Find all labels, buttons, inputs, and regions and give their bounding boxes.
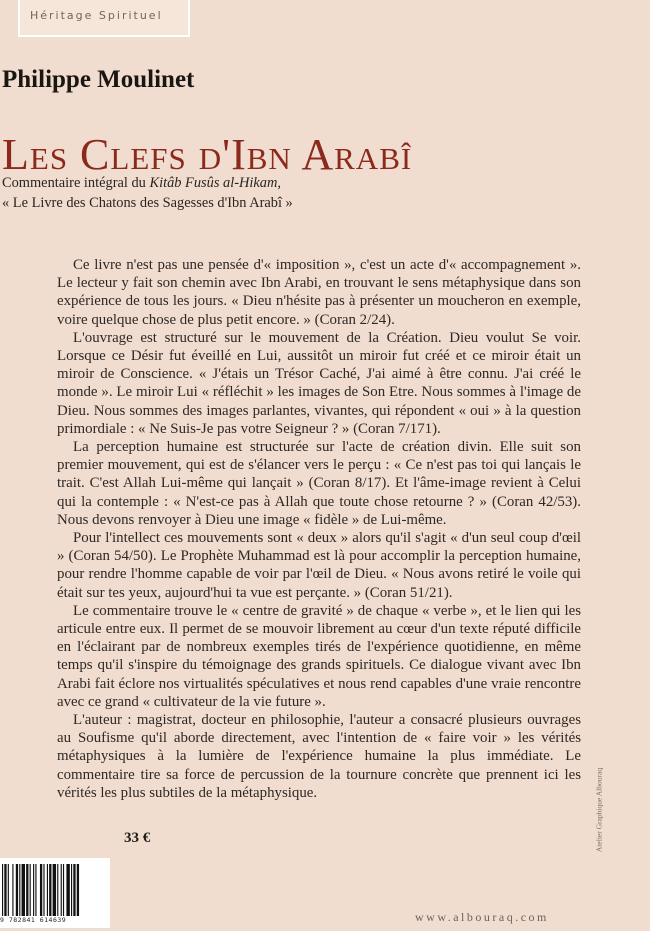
paragraph: Pour l'intellect ces mouvements sont « deux » alors qu'il s'agit « d'un seul coup d'œil » (Coran 54/50). Le Prophète Muhammad est là pour accomplir la perception humaine, pour rendre l'homme capable de voir par l'œil de Dieu. « Nous avons retiré le voile qui était sur tes yeux, aujourd'hui ta vue est perçante. » (Coran 51/21).	[57, 530, 581, 601]
barcode-bars	[2, 864, 108, 916]
barcode-bar	[26, 864, 28, 916]
barcode-bar	[19, 864, 20, 916]
barcode-bar	[33, 864, 34, 916]
barcode-bar	[30, 864, 31, 916]
subtitle-line-2: « Le Livre des Chatons des Sagesses d'Ibn Arabî »	[2, 195, 293, 211]
barcode-bar	[71, 864, 72, 916]
barcode-bar	[12, 864, 13, 916]
series-label: Héritage Spirituel	[30, 9, 163, 22]
barcode-bar	[53, 864, 56, 916]
author-name: Philippe Moulinet	[2, 66, 195, 93]
barcode-digits: 9 782841 614639	[0, 916, 67, 924]
barcode-bar	[77, 864, 79, 916]
paragraph: Ce livre n'est pas une pensée d'« imposition », c'est un acte d'« accompagnement ». Le lecteur y fait son chemin avec Ibn Arabi, en trouvant le sens métaphysique dans son expérience de tous les jours. « Dieu n'hésite pas à présenter un moucheron en exemple, voire quelque chose de plus petit encore. » (Coran 2/24).	[57, 257, 581, 328]
barcode-bar	[47, 864, 48, 916]
subtitle-italic-title: Kitâb Fusûs al-Hikam,	[149, 175, 281, 191]
price: 33 €	[124, 830, 151, 846]
paragraph: L'auteur : magistrat, docteur en philosophie, l'auteur a consacré plusieurs ouvrages au Soufisme qu'il aborde directement, avec l'intention de « faire voir » les vérités métaphysiques à la lumière de l'expérience humaine la plus immédiate. Le commentaire tire sa force de percussion de la tournure concrète que prennent ici les vérités les plus subtiles de la métaphysique.	[57, 712, 581, 801]
barcode-bar	[61, 864, 62, 916]
subtitle-prefix: Commentaire intégral du	[2, 175, 150, 191]
design-credit	[592, 760, 606, 860]
series-tab	[18, 0, 190, 37]
barcode-bar	[63, 864, 64, 916]
publisher-website: www.albouraq.com	[415, 910, 549, 924]
paragraph: L'ouvrage est structuré sur le mouvement de la Création. Dieu voulut Se voir. Lorsque ce Désir fut éveillé en Lui, aussitôt un miroir fut créé et ce miroir était un miroir de Conscience. « J'étais un Trésor Caché, J'ai aimé à être connu. J'ai créé le monde ». Le miroir Lui « réfléchit » les images de Son Etre. Nous sommes à l'image de Dieu. Nous sommes des images parlantes, vivantes, qui répondent « oui » à la question primordiale : « Ne Suis-Je pas votre Seigneur ? » (Coran 7/171).	[57, 329, 581, 437]
back-cover-text	[57, 256, 581, 802]
barcode	[0, 858, 110, 928]
barcode-bar	[4, 864, 6, 916]
barcode-bar	[73, 864, 75, 916]
paragraph: La perception humaine est structurée sur l'acte de création divin. Elle suit son premier mouvement, qui est de s'élancer vers le perçu : « Ce n'est pas toi qui lançais le trait. C'est Allah Lui-même qui lançait » (Coran 8/17). Et l'âme-image revient à Celui qui la contemple : « N'est-ce pas à Allah que toute chose retourne ? » (Coran 42/53). Nous devons renvoyer à Dieu une image « fidèle » de Lui-même.	[57, 439, 581, 528]
design-credit-text: Atelier Graphique Albouraq	[594, 767, 604, 853]
barcode-bar	[57, 864, 58, 916]
barcode-bar	[22, 864, 25, 916]
barcode-bar	[43, 864, 44, 916]
barcode-bar	[49, 864, 51, 916]
book-subtitle	[2, 173, 293, 213]
barcode-bar	[35, 864, 36, 916]
paragraph: Le commentaire trouve le « centre de gravité » de chaque « verbe », et le lien qui les articule entre eux. Il permet de se mouvoir librement au cœur d'un texte réputé difficile en l'éclairant par de nombreux exemples tirés de l'expérience quotidienne, en même temps qu'il s'inspire du témoignage des grands spirituels. Ce dialogue vivant avec Ibn Arabi fait éclore nos virtualités spéculatives et nous rend capables d'une vraie rencontre avec ce grand « cultivateur de la vie future ».	[57, 602, 581, 710]
book-title: Les Clefs d'Ibn Arabî	[2, 130, 413, 179]
barcode-bar	[16, 864, 18, 916]
barcode-bar	[2, 864, 3, 916]
barcode-bar	[40, 864, 42, 916]
subtitle-line-1	[2, 173, 293, 193]
barcode-bar	[66, 864, 69, 916]
barcode-bar	[8, 864, 9, 916]
